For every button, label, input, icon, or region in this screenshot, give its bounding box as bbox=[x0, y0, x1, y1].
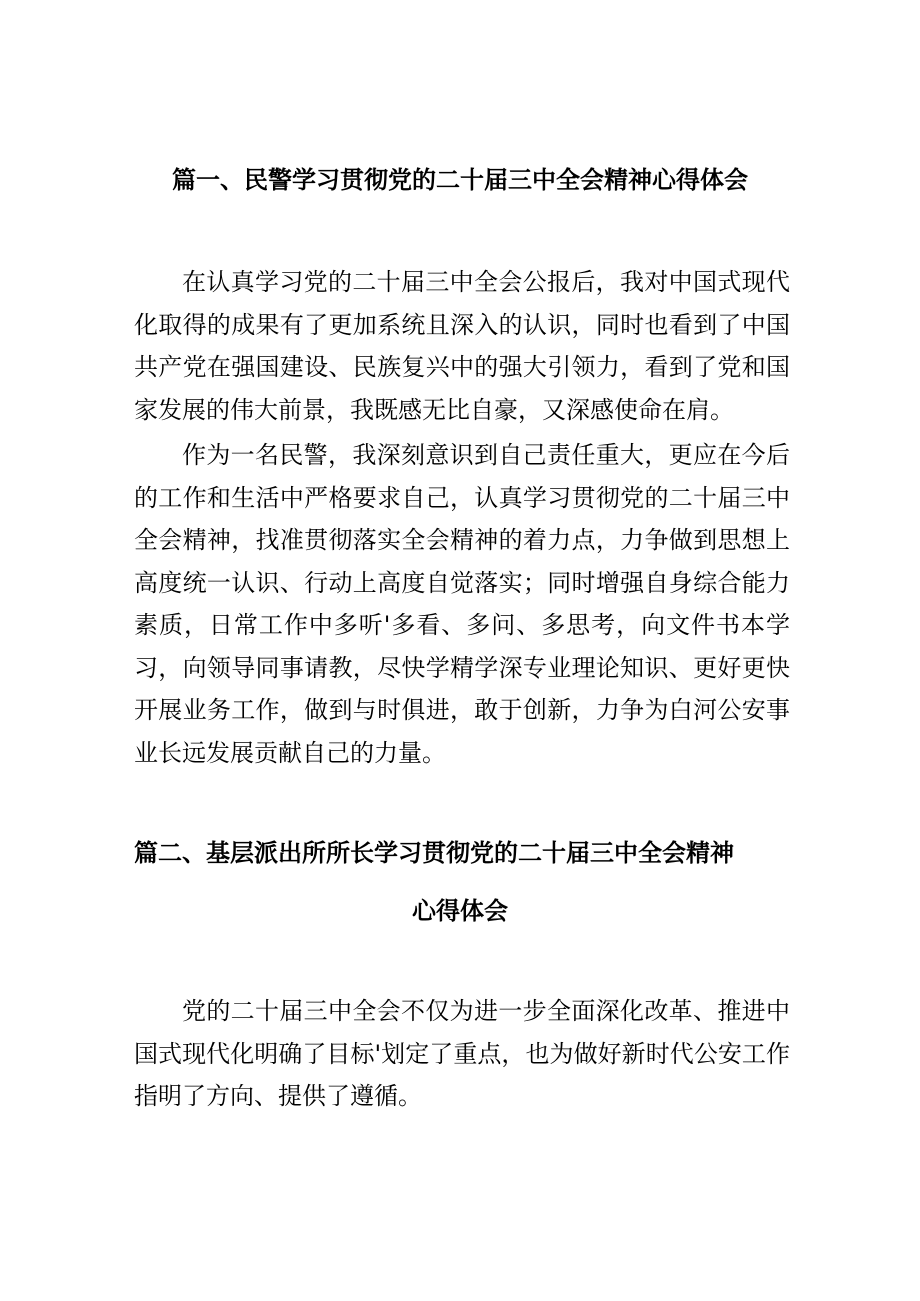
section2-title-line1: 篇二、基层派出所所长学习贯彻党的二十届三中全会精神 bbox=[134, 839, 734, 867]
section1-paragraph-2: 作为一名民警，我深刻意识到自己责任重大，更应在今后的工作和生活中严格要求自己，认真学习贯彻党的二十届三中全会精神，找准贯彻落实全会精神的着力点，力争做到思想上高度统一认识、行动上高度自觉落实；同时增强自身综合能力素质，日常工作中多听'多看、多问、多思考，向文件书本学习，向领导同事请教，尽快学精学深专业理论知识、更好更快开展业务工作，做到与时俱进，敢于创新，力争为白河公安事业长远发展贡献自己的力量。 bbox=[134, 441, 790, 767]
section2-title-line2: 心得体会 bbox=[412, 897, 508, 925]
section1-paragraph-1: 在认真学习党的二十届三中全会公报后，我对中国式现代化取得的成果有了更加系统且深入的认识，同时也看到了中国共产党在强国建设、民族复兴中的强大引领力，看到了党和国家发展的伟大前景，我既感无比自豪，又深感使命在肩。 bbox=[134, 268, 790, 424]
section1-title: 篇一、民警学习贯彻党的二十届三中全会精神心得体会 bbox=[172, 166, 748, 194]
section2-paragraph-1: 党的二十届三中全会不仅为进一步全面深化改革、推进中国式现代化明确了目标'划定了重点，也为做好新时代公安工作指明了方向、提供了遵循。 bbox=[134, 997, 790, 1110]
